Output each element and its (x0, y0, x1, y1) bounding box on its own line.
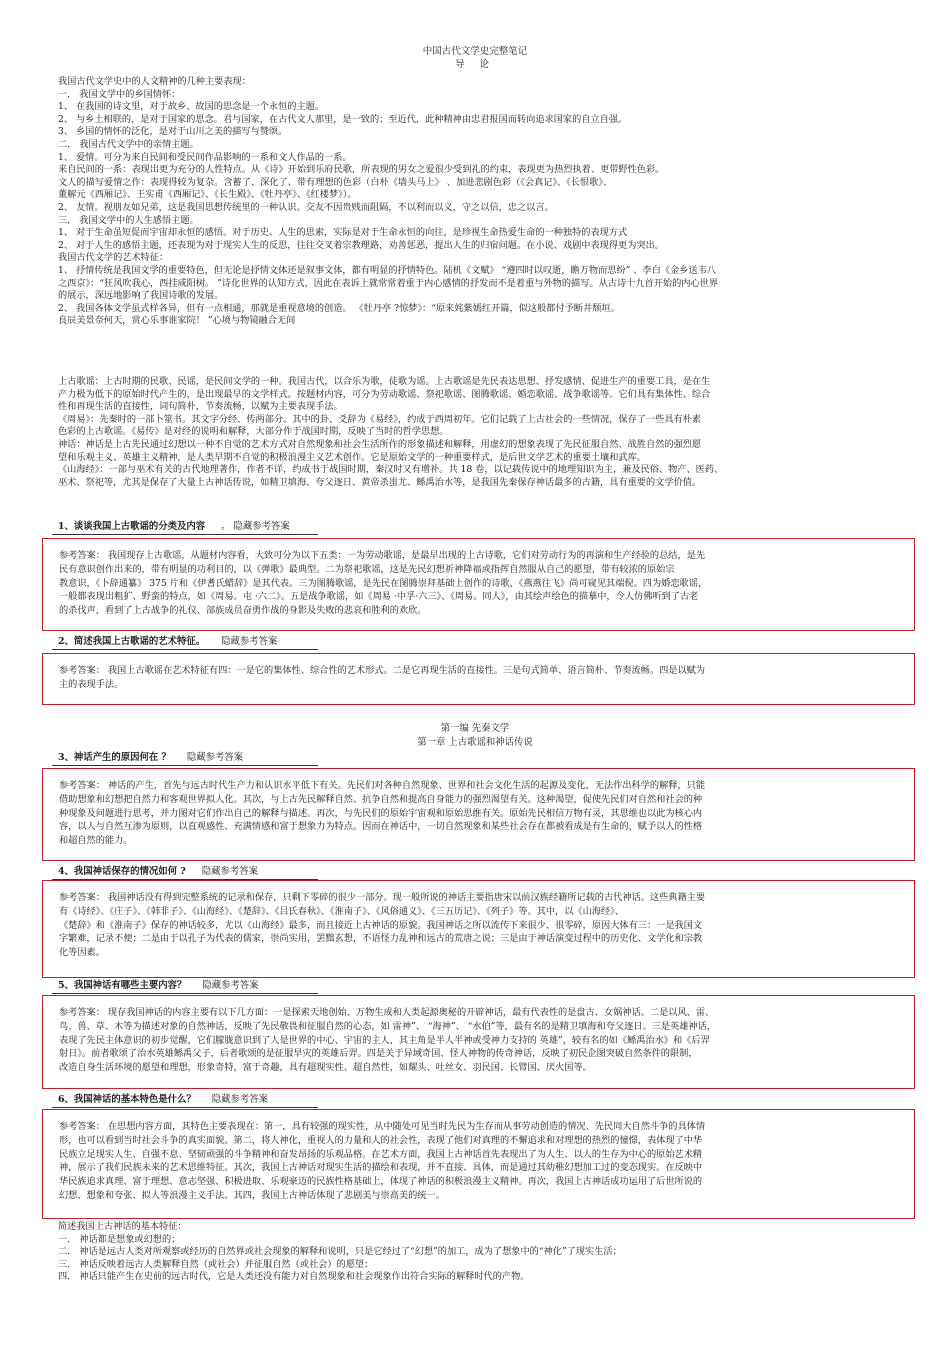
hide-answer-toggle[interactable]: 隐藏参考答案 (221, 636, 278, 647)
text-line: 《楚辞》和《淮南子》保存的神话较多，尤以《山海经》最多，而且接近上古神话的原貌。我国神话之所以流传下来很少、很零碎，原因大体有三：一是我国文 (59, 919, 703, 931)
hide-answer-toggle[interactable]: 。 隐藏参考答案 (221, 521, 290, 532)
divider (52, 765, 318, 766)
text-line: 1、 爱情。可分为来自民间和受民间作品影响的一系和文人作品的一系。 (58, 151, 352, 163)
text-line: 3、 乡国的情怀的泛化，是对于山川之美的描写与赞颂。 (58, 126, 288, 138)
question-6-title (58, 1094, 268, 1106)
question-text: 3、神话产生的原因何在 ？ (58, 752, 171, 763)
text-line: 参考答案： 我国神话没有得到完整系统的记录和保存，只剩下零碎的很少一部分。现一般所说的神话主要指唐宋以前汉族经籍所记载的古代神话。这些典籍主要 (59, 892, 706, 903)
definitions-section (58, 376, 888, 489)
answer-box-4 (42, 880, 915, 978)
answer-text (59, 664, 899, 692)
text-line: 产力极为低下的原始时代产生的，是出现最早的文学样式。按题材内容，可分为劳动歌谣、祭祀歌谣、图腾歌谣、婚恋歌谣、战争歌谣等。它们具有集体性、综合 (58, 388, 711, 400)
text-line: 1、 在我国的诗文里，对于故乡、故国的思念是一个永恒的主题。 (58, 101, 325, 113)
chapter-heading: 第一章 上古歌谣和神话传说 (417, 737, 533, 748)
text-line: 上古歌谣：上古时期的民歌、民谣，是民间文学的一种。我国古代，以合乐为歌，徒歌为谣。上古歌谣是先民表达思想、抒发感情、促进生产的重要工具，是在生 (58, 376, 711, 387)
text-line: 一般都表现出粗犷、野蛮的特点，如《周易。屯 ·六二》。五是战争歌谣，如《周易 ·中孚·六三》、《周易。同人》，由其绘声绘色的描摹中，令人仿佛听到了古老 (59, 591, 699, 603)
text-line: 幻想、想象和夸张、拟人等浪漫主义手法。其四，我国上古神话体现了悲剧美与崇高美的统一。 (59, 1189, 445, 1201)
text-line: 主的表现手法。 (59, 678, 124, 690)
text-line: 鸟、兽、草、木等为描述对象的自然神话，反映了先民敬畏和征服自然的心态，如 雷神”、 “海神”、 “水伯”等，最有名的是精卫填海和夸父逐日。三是英雄神话， (59, 1020, 716, 1032)
text-line: 三． 我国文学中的人生感悟主题。 (58, 214, 199, 226)
text-line: 2、 友情。视朋友如兄弟，这是我国思想传统里的一种认识。交友不因贵贱而阻隔，不以利而以义，守之以信，忠之以言。 (58, 201, 554, 213)
divider (52, 1107, 318, 1108)
text-line: 改造自身生活环境的愿望和理想，形象奇特，富于奇趣，具有超现实性、超自然性，如耀头、吐丝女、羽民国、长臂国、厌火国等。 (59, 1062, 592, 1074)
text-line: 董解元《西厢记》、王实甫《西厢记》、《长生殿》、《牡丹亭》、《红楼梦》）。 (58, 189, 357, 201)
intro-section (58, 76, 888, 328)
text-line: 四． 神话只能产生在史前的远古时代，它是人类还没有能力对自然现象和社会现象作出符合实际的解释时代的产物。 (58, 1271, 530, 1283)
hide-answer-toggle[interactable]: 隐藏参考答案 (186, 752, 244, 763)
text-line: 二． 我国古代文学中的亲情主题。 (58, 138, 199, 150)
text-line: 民族立足现实人生、自强不息、坚韧顽强的斗争精神和奋发昂扬的乐观品格。在艺术方面，我国上古神话首先表现出了为人生、以人的生存为中心的原始艺术精 (59, 1148, 703, 1160)
text-line: 有《诗经》、《庄子》、《韩非子》、《山海经》、《楚辞》、《吕氏春秋》、《淮南子》、《风俗通义》、《三五历记》、《列子》等。其中，以《山海经》、 (59, 905, 624, 917)
part-heading: 第一编 先秦文学 (440, 723, 510, 734)
question-1-title (58, 521, 290, 533)
text-line: 和超自然的能力。 (59, 835, 133, 847)
question-4-title (58, 866, 258, 878)
answer-box-3 (42, 768, 915, 861)
text-line: 形，也可以看到当时社会斗争的真实面貌。第二，将人神化，重视人的力量和人的社会性，表现了他们对真理的不懈追求和对理想的热烈的憧憬，表体现了中华 (59, 1134, 703, 1146)
question-text: 6、我国神话的基本特色是什么？ (58, 1094, 196, 1105)
divider (52, 534, 318, 535)
text-line: 良辰美景奈何天，赏心乐事谁家院！ ”心境与物镜融合无间 (58, 315, 296, 327)
question-text: 1、谈谈我国上古歌谣的分类及内容 (58, 521, 206, 532)
text-line: 种现象及问题进行思考，并力图对它们作出自己的解释与描述。再次，与先民们的原始宇宙观和原始思维有关。原始先民相信万物有灵，其思维也以此为核心内 (59, 807, 703, 819)
summary-section (58, 1221, 888, 1284)
text-line: 一． 神话都是想象或幻想的； (58, 1233, 181, 1245)
hide-answer-toggle[interactable]: 隐藏参考答案 (201, 866, 259, 877)
text-line: 文人的描写爱情之作：表现得较为复杂。含蓄了、深化了、带有理想的色彩（白朴《墙头马上》 、加进悲剧色彩（《会真记》、《长恨歌》、 (58, 176, 613, 188)
text-line: 我国古代文学的艺术特征： (58, 252, 169, 264)
text-line: 2、 我国各体文学虽式样各异，但有一点相通，那就是重视意境的创造。 《牡丹亭 ?惊梦》：“原来姹紫嫣红开篇，似这般都付予断井颓垣。 (58, 302, 620, 314)
text-line: 神，展示了我们民族未来的艺术思维特征。其次，我国上古神话对现实生活的描绘和表现，并不直接、具体，而是通过其幼稚幻想加工过的变态现实。在反映中 (59, 1162, 703, 1174)
text-line: 华民族追求真理、富于理想、意志坚强、积极进取、乐观豪迈的民族性格基础上，体现了神话的积极浪漫主义精神。再次，我国上古神话成功运用了后世所说的 (59, 1176, 703, 1188)
answer-text (59, 549, 899, 618)
text-line: 简述我国上古神话的基本特征： (58, 1221, 187, 1232)
text-line: 巫术、祭祀等，尤其是保存了大量上古神话传说，如精卫填海、夸父逐日、黄帝杀蚩尤、鲧禹治水等，是我国先秦保存神话最多的古籍，具有重要的文学价值。 (58, 476, 702, 488)
question-3-title (58, 752, 243, 764)
text-line: 参考答案： 神话的产生，首先与远古时代生产力和认识水平低下有关。先民们对各种自然现象、世界和社会文化生活的起源及变化，无法作出科学的解释，只能 (59, 780, 706, 791)
text-line: 化等因素。 (59, 947, 105, 959)
answer-text (59, 891, 899, 960)
answer-text (59, 1120, 899, 1203)
text-line: 望和乐观主义、英雄主义精神，是人类早期不自觉的积极浪漫主义艺术创作。它是原始文学的一种重要样式，是后世文学艺术的重要土壤和武库。 (58, 451, 646, 463)
answer-box-1 (42, 538, 915, 631)
answer-text (59, 1006, 899, 1075)
text-line: 容，以人与自然互渗为原则，以直观感性、充满情感和富于想象力为特点。因而在神话中，一切自然现象和某些社会存在都被看成是有生命的，赋予以人的性格 (59, 821, 703, 833)
text-line: 2、 对于人生的感悟主题，还表现为对于现实人生的反思，往往交叉着宗教理路，劝善惩恶，提出人生的归宿问题。在小说、戏剧中表现得更为突出。 (58, 239, 664, 251)
answer-box-6 (42, 1109, 915, 1219)
text-line: 一． 我国文学中的乡国情怀： (58, 88, 181, 100)
text-line: 的展示，深远地影响了我国诗歌的发展。 (58, 290, 224, 302)
divider (52, 649, 318, 650)
text-line: 参考答案： 现存我国神话的内容主要有以下几方面：一是探索天地创始、万物生成和人类起源奥秘的开辟神话，最有代表性的是盘古、女娲神话。二是以风、雷、 (59, 1007, 715, 1018)
answer-box-5 (42, 995, 915, 1089)
divider (52, 993, 318, 994)
text-line: 参考答案： 在思想内容方面，其特色主要表现在：第一，具有较强的现实性，从中随处可见当时先民为生存而从事劳动创造的情况、先民同大自然斗争的具体情 (59, 1121, 706, 1132)
question-text: 2、简述我国上古歌谣的艺术特征。 (58, 636, 206, 647)
answer-text (59, 779, 899, 848)
text-line: 二． 神话是远古人类对所观察或经历的自然界或社会现象的解释和说明，只是它经过了“幻想”的加工，成为了想象中的“神化”了现实生活； (58, 1246, 622, 1258)
text-line: 教意识，《卜辞通纂》 375 片和《伊耆氏蜡辞》是其代表。三为图腾歌谣，是先民在图腾崇拜基础上创作的诗歌，《燕燕往飞》尚可窥见其端倪。四为婚恋歌谣， (59, 577, 708, 589)
text-line: 神话：神话是上古先民通过幻想以一种不自觉的艺术方式对自然现象和社会生活所作的形象描述和解释，用虚幻的想象表现了先民征服自然、战胜自然的强烈愿 (58, 438, 702, 450)
question-text: 5、我国神话有哪些主要内容？ (58, 980, 187, 991)
hide-answer-toggle[interactable]: 隐藏参考答案 (211, 1094, 269, 1105)
text-line: 借助想象和幻想把自然力和客观世界拟人化。其次，与上古先民解释自然、抗争自然和提高自身能力的强烈渴望有关。这种渴望，促使先民们对自然和社会的种 (59, 793, 703, 805)
text-line: 《山海经》：一部与巫术有关的古代地理著作，作者不详，约成书于战国时期，秦汉时又有增补。共 18 卷，以记载传说中的地理知识为主，兼及民俗、物产、医药、 (58, 464, 724, 476)
text-line: 射日》。前者歌颂了治水英雄鲧禹父子，后者歌颂的是征服旱灾的英雄后羿。四是关于异域奇国、怪人神物的传奇神话，反映了初民企图突破自然条件的限制， (59, 1048, 698, 1060)
text-line: 的杀伐声，看到了上古战争的礼仪、部族成员奋勇作战的身影及失败的悲哀和胜利的欢欣。 (59, 605, 427, 617)
question-text: 4、我国神话保存的情况如何 ? (58, 866, 186, 877)
text-line: 来自民间的一系：表现出更为充分的人性特点。从《诗》开始到乐府民歌，所表现的男女之爱很少受到礼的约束，表现更为热烈执着、更带野性色彩。 (58, 164, 665, 176)
text-line: 之西京》：“狂风吹我心，西挂咸阳树。 ”诗化世界的认知方式，因此在表诉上就常常着重于内心感情的抒发而不是着重与外物的描写。从古诗十九首开始的内心世界 (58, 277, 719, 289)
text-line: 色彩的上古歌谣。《易传》是对经的说明和解释，大部分作于战国时期，反映了当时的哲学思想。 (58, 426, 449, 438)
text-line: 性和再现生活的直接性，词句简朴，节奏流畅，以赋为主要表现手法。 (58, 401, 343, 413)
text-line: 《周易》：先秦时的一部卜筮书。其文字分经、传两部分。其中的卦、爻辞为《易经》，约成于西周初年。它们记载了上古社会的一些情况，保存了一些具有朴素 (58, 413, 702, 425)
text-line: 2、 与乡土相联的，是对于国家的思念。君与国家，在古代文人那里，是一致的；至近代，此种精神由忠君报国而转向追求国家的自立自强。 (58, 113, 628, 125)
answer-box-2 (42, 653, 915, 705)
text-line: 我国古代文学史中的人文精神的几种主要表现： (58, 76, 251, 87)
text-line: 字繁难，记录不便；二是由于以孔子为代表的儒家，崇尚实用，罢黜玄想，不语怪力乱神和远古的荒唐之说；三是由于神话演变过程中的历史化、文学化和宗教 (59, 933, 703, 945)
text-line: 1、 抒情传统是我国文学的重要特色，但无论是抒情文体还是叙事文体，都有明显的抒情特色。陆机《文赋》 “遵四时以叹逝，瞻万物而思纷” 、李白《金乡送韦八 (58, 264, 716, 276)
text-line: 参考答案： 我国现存上古歌谣，从题材内容看，大致可分为以下五类：一为劳动歌谣，是最早出现的上古诗歌，它们对劳动行为的再演和生产经验的总结，是先 (59, 550, 706, 561)
document-subtitle: 导 论 (454, 59, 496, 70)
hide-answer-toggle[interactable]: 隐藏参考答案 (202, 980, 259, 991)
question-2-title (58, 636, 277, 648)
text-line: 三． 神话反映着远古人类解释自然（或社会）并征服自然（或社会）的愿望； (58, 1258, 374, 1270)
text-line: 参考答案： 我国上古歌谣在艺术特征有四：一是它的集体性、综合性的艺术形式。二是它再现生活的直接性。三是句式简单、语言简朴、节奏流畅。四是以赋为 (59, 665, 706, 676)
text-line: 表现了先民主体意识的初步觉醒，它们朦胧意识到了人是世界的中心、宇宙的主人，其主角是半人半神或受神力支持的 英雄”，较有名的如《鲧禹治水》和《后羿 (59, 1034, 710, 1046)
document-title: 中国古代文学史完整笔记 (422, 46, 528, 57)
text-line: 1、 对于生命虽短促而宇宙却永恒的感悟。对于历史、人生的思索，实际是对于生命永恒的向往，是珍视生命热爱生命的一种独特的表现方式 (58, 227, 628, 239)
text-line: 民有意识创作出来的，带有明显的功利目的，以《弹歌》最典型。二为祭祀歌谣，这是先民幻想祈神降福或指挥自然服从自己的愿望，带有较浓的原始宗 (59, 563, 675, 575)
question-5-title (58, 980, 259, 992)
